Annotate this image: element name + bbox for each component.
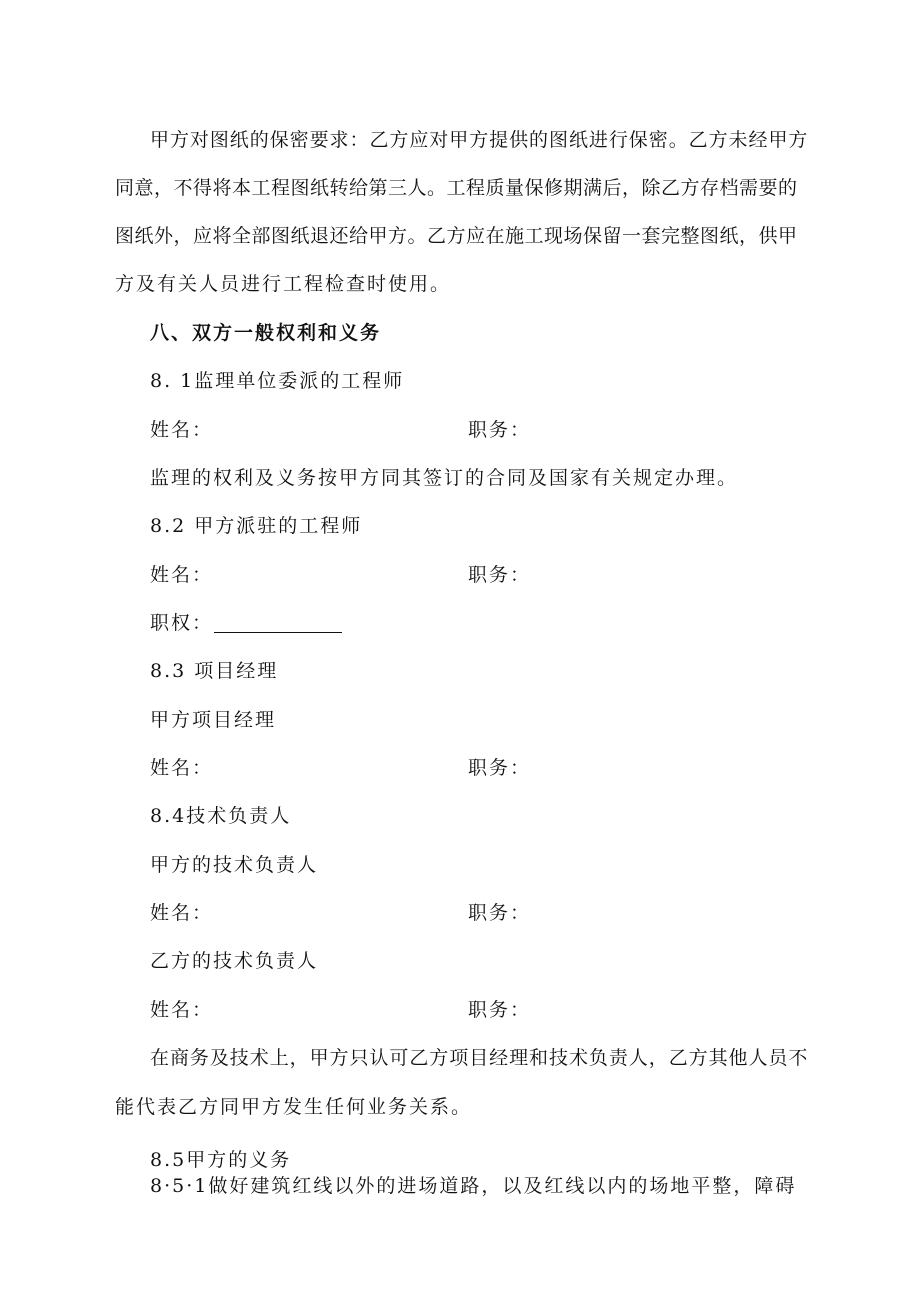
s84-title: 8.4技术负责人 [150, 805, 292, 827]
s81-title-label: 职务： [468, 419, 532, 441]
s84-sub-a: 甲方的技术负责人 [150, 854, 319, 876]
para1-line-1-text: 甲方对图纸的保密要求：乙方应对甲方提供的图纸进行保密。乙方未经甲方 [150, 129, 809, 151]
s82-title-label: 职务： [468, 564, 532, 586]
s81-title: 8. 1监理单位委派的工程师 [150, 370, 405, 392]
s83-sub: 甲方项目经理 [150, 709, 277, 731]
s84-title-label-b: 职务： [468, 999, 532, 1021]
s83-name-label: 姓名： [150, 757, 214, 779]
section-8-heading: 八、双方一般权利和义务 [150, 322, 382, 344]
s82-title: 8.2 甲方派驻的工程师 [150, 515, 363, 537]
s84-name-label-b: 姓名： [150, 999, 214, 1021]
para2-line-1 [150, 1049, 810, 1068]
para1-line-4 [115, 275, 451, 294]
s83-title-label: 职务： [468, 757, 532, 779]
para1-line-4-text: 方及有关人员进行工程检查时使用。 [115, 273, 452, 295]
s84-title-label-a: 职务： [468, 902, 532, 924]
para1-line-1 [150, 131, 810, 150]
para1-line-2 [115, 179, 810, 198]
s84-sub-b: 乙方的技术负责人 [150, 950, 319, 972]
s81-name-label: 姓名： [150, 419, 214, 441]
para1-line-3-text: 图纸外，应将全部图纸退还给甲方。乙方应在施工现场保留一套完整图纸，供甲 [115, 225, 798, 247]
para1-line-3 [115, 227, 810, 246]
s85-title: 8.5甲方的义务 [150, 1149, 292, 1171]
para1-line-2-text: 同意，不得将本工程图纸转给第三人。工程质量保修期满后，除乙方存档需要的 [115, 177, 798, 199]
s82-authority-label: 职权： [150, 612, 214, 634]
s85-item1: 8·5·1做好建筑红线以外的进场道路，以及红线以内的场地平整，障碍 [150, 1175, 797, 1197]
s83-title: 8.3 项目经理 [150, 660, 279, 682]
para2-line-1-text: 在商务及技术上，甲方只认可乙方项目经理和技术负责人，乙方其他人员不 [150, 1047, 809, 1069]
para2-line-2-text: 能代表乙方同甲方发生任何业务关系。 [115, 1096, 473, 1118]
s84-name-label-a: 姓名： [150, 902, 214, 924]
s82-authority-blank-line [214, 632, 342, 633]
para2-line-2 [115, 1098, 472, 1117]
s81-note: 监理的权利及义务按甲方同其签订的合同及国家有关规定办理。 [150, 467, 739, 489]
s82-name-label: 姓名： [150, 564, 214, 586]
